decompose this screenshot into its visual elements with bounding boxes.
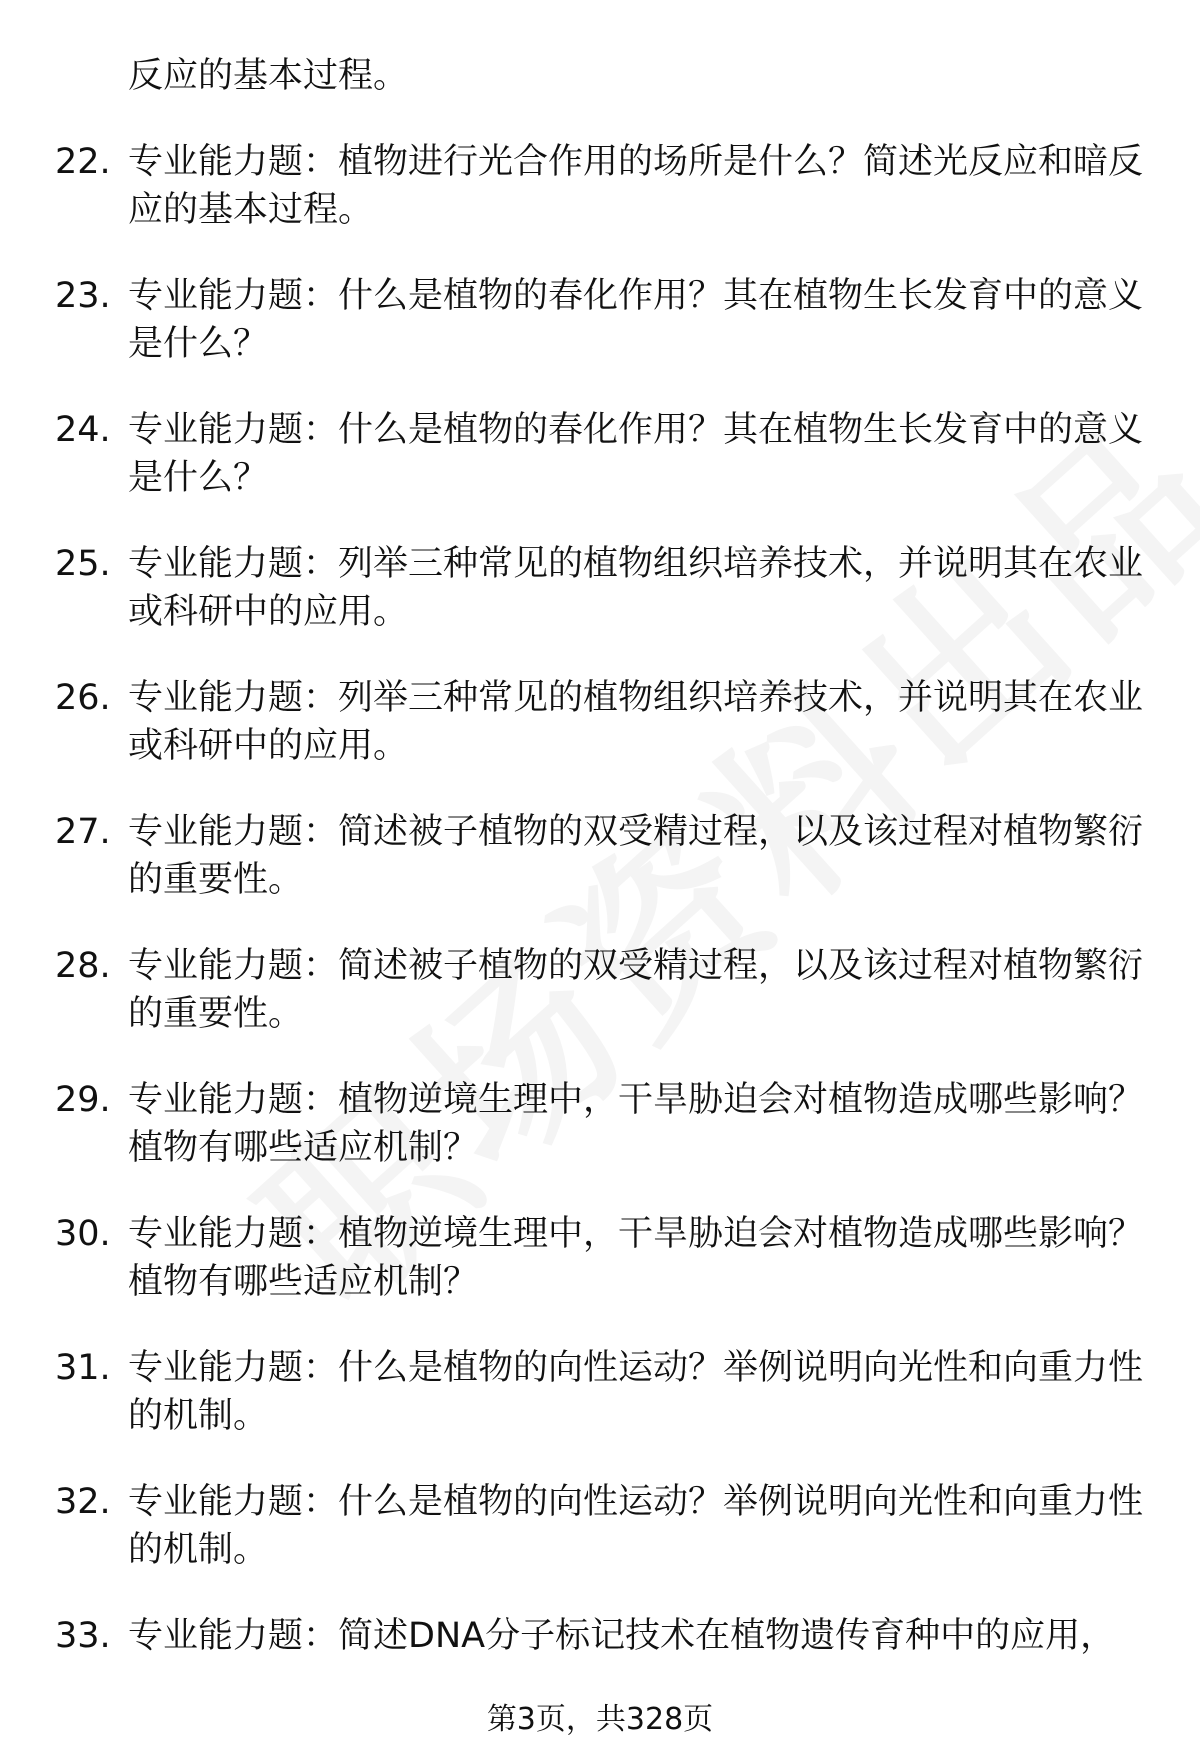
question-number: 23. [55, 276, 111, 316]
question-number: 27. [55, 812, 111, 852]
question-item [55, 942, 1165, 1038]
carryover-text: 反应的基本过程。 [128, 56, 409, 96]
question-item [55, 1210, 1165, 1306]
question-number: 28. [55, 946, 111, 986]
question-number: 24. [55, 410, 111, 450]
question-text: 专业能力题：什么是植物的春化作用？其在植物生长发育中的意义是什么？ [128, 276, 1144, 364]
question-item [55, 406, 1165, 502]
question-text: 专业能力题：植物逆境生理中，干旱胁迫会对植物造成哪些影响？植物有哪些适应机制？ [128, 1214, 1144, 1302]
question-text: 专业能力题：简述被子植物的双受精过程，以及该过程对植物繁衍的重要性。 [128, 946, 1144, 1034]
question-text: 专业能力题：什么是植物的向性运动？举例说明向光性和向重力性的机制。 [128, 1348, 1144, 1436]
question-text: 专业能力题：简述DNA分子标记技术在植物遗传育种中的应用， [128, 1616, 1116, 1656]
question-number: 30. [55, 1214, 111, 1254]
question-text: 专业能力题：什么是植物的春化作用？其在植物生长发育中的意义是什么？ [128, 410, 1144, 498]
question-number: 29. [55, 1080, 111, 1120]
question-number: 32. [55, 1482, 111, 1522]
question-item [55, 272, 1165, 368]
question-text: 专业能力题：植物逆境生理中，干旱胁迫会对植物造成哪些影响？植物有哪些适应机制？ [128, 1080, 1144, 1168]
question-item [55, 808, 1165, 904]
question-text: 专业能力题：植物进行光合作用的场所是什么？简述光反应和暗反应的基本过程。 [128, 142, 1144, 230]
question-number: 31. [55, 1348, 111, 1388]
question-text: 专业能力题：什么是植物的向性运动？举例说明向光性和向重力性的机制。 [128, 1482, 1144, 1570]
question-list [55, 52, 1165, 1698]
question-item [55, 1478, 1165, 1574]
question-text: 专业能力题：列举三种常见的植物组织培养技术，并说明其在农业或科研中的应用。 [128, 544, 1144, 632]
question-item [55, 1612, 1165, 1660]
question-item [55, 540, 1165, 636]
question-number: 25. [55, 544, 111, 584]
question-item [55, 1344, 1165, 1440]
question-text: 专业能力题：列举三种常见的植物组织培养技术，并说明其在农业或科研中的应用。 [128, 678, 1144, 766]
question-item [55, 1076, 1165, 1172]
question-number: 26. [55, 678, 111, 718]
question-text: 专业能力题：简述被子植物的双受精过程，以及该过程对植物繁衍的重要性。 [128, 812, 1144, 900]
question-number: 22. [55, 142, 111, 182]
question-item [55, 138, 1165, 234]
page-footer: 第3页，共328页 [486, 1702, 714, 1737]
question-number: 33. [55, 1616, 111, 1656]
question-item [55, 674, 1165, 770]
